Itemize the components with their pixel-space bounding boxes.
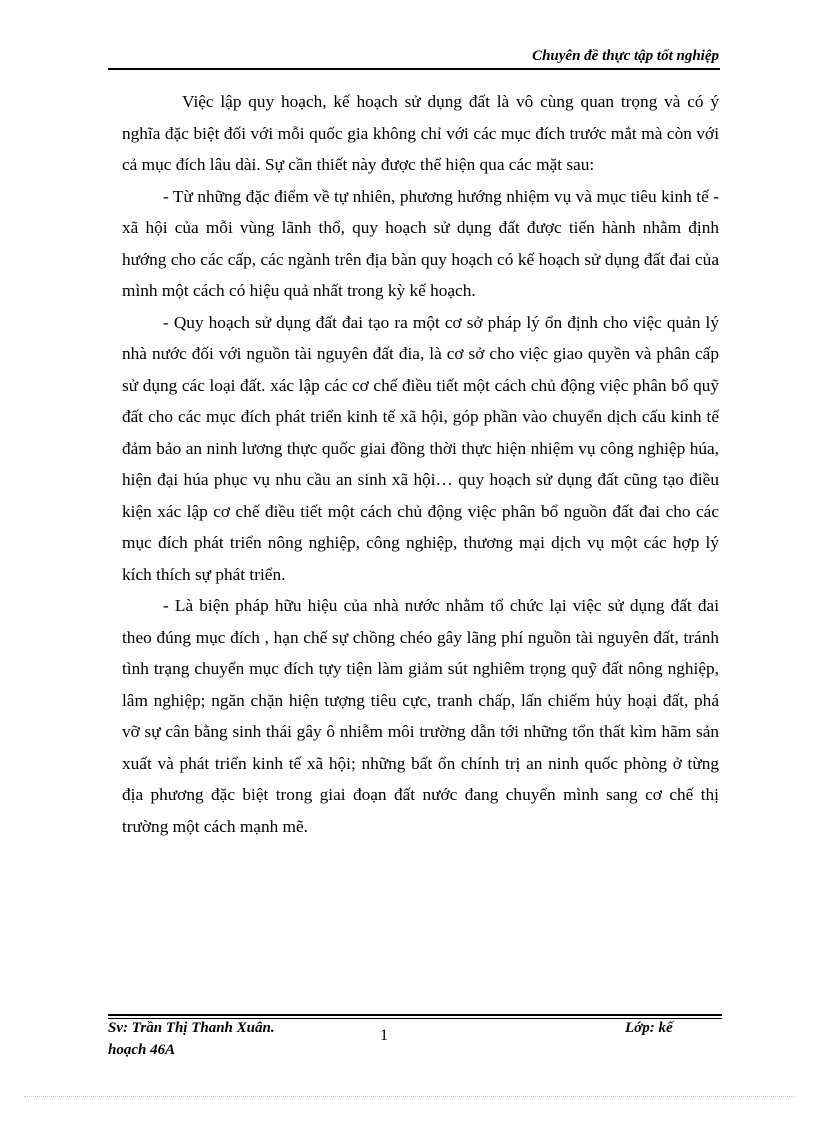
- footer-class-label-continued: hoạch 46A: [108, 1042, 176, 1058]
- page-header-title: Chuyên đề thực tập tốt nghiệp: [532, 48, 719, 64]
- paragraph-point-2: - Quy hoạch sử dụng đất đai tạo ra một cơ sở pháp lý ổn định cho việc quản lý nhà nước đối với nguồn tài nguyên đất đia, là cơ sở cho việc giao quyền và phân cấp sử dụng các loại đất. xác lập các cơ chế điều tiết một cách chủ động việc phân bổ quỹ đất cho các mục đích phát triển kinh tế xã hội, góp phần vào chuyển dịch cấu kinh tế đảm bảo an ninh lương thực quốc giai đồng thời thực hiện nhiệm vụ công nghiệp húa, hiện đại húa phục vụ nhu cầu an sinh xã hội… quy hoạch sử dụng đất cũng tạo điều kiện xác lập cơ chế điều tiết một cách chủ động việc phân bổ nguồn đất đai cho các mục đích phát triển nông nghiệp, công nghiệp, thương mại dịch vụ một các hợp lý kích thích sự phát triển.: [122, 312, 719, 584]
- page-number: 1: [380, 1027, 388, 1044]
- header-rule: [108, 68, 720, 70]
- footer-rule: [108, 1014, 722, 1016]
- paragraph-point-3: - Là biện pháp hữu hiệu của nhà nước nhằm tổ chức lại việc sử dụng đất đai theo đúng mục đích , hạn chế sự chồng chéo gây lãng phí nguồn tài nguyên đất, tránh tình trạng chuyển mục đích tựy tiện làm giảm sút nghiêm trọng quỹ đất nông nghiệp, lâm nghiệp; ngăn chặn hiện tượng tiêu cực, tranh chấp, lấn chiếm hủy hoại đất, phá vỡ sự cân bằng sinh thái gây ô nhiễm môi trường dẫn tới những tổn thất kìm hãm sản xuất và phát triển kinh tế xã hội; những bất ổn chính trị an ninh quốc phòng ở từng địa phương đặc biệt trong giai đoạn đất nước đang chuyển mình sang cơ chế thị trường một cách mạnh mẽ.: [122, 596, 719, 836]
- document-body: [122, 86, 719, 842]
- footer-class-label: Lớp: kế: [625, 1020, 673, 1036]
- footer-rule-thin: [108, 1018, 722, 1019]
- footer-author: Sv: Trần Thị Thanh Xuân.: [108, 1020, 275, 1036]
- paragraph-intro: Việc lập quy hoạch, kế hoạch sử dụng đất là vô cùng quan trọng và có ý nghĩa đặc biệt đối với mỗi quốc gia không chỉ với các mục đích trước mắt mà còn với cả mục đích lâu dài. Sự cần thiết này được thể hiện qua các mặt sau:: [122, 92, 719, 174]
- page-edge: [24, 1096, 794, 1097]
- paragraph-point-1: - Từ những đặc điểm về tự nhiên, phương hướng nhiệm vụ và mục tiêu kinh tế - xã hội của mỗi vùng lãnh thổ, quy hoạch sử dụng đất được tiến hành nhằm định hướng cho các cấp, các ngành trên địa bàn quy hoạch có kế hoạch sử dụng đất đai của mình một cách có hiệu quả nhất trong kỳ kế hoạch.: [122, 186, 719, 300]
